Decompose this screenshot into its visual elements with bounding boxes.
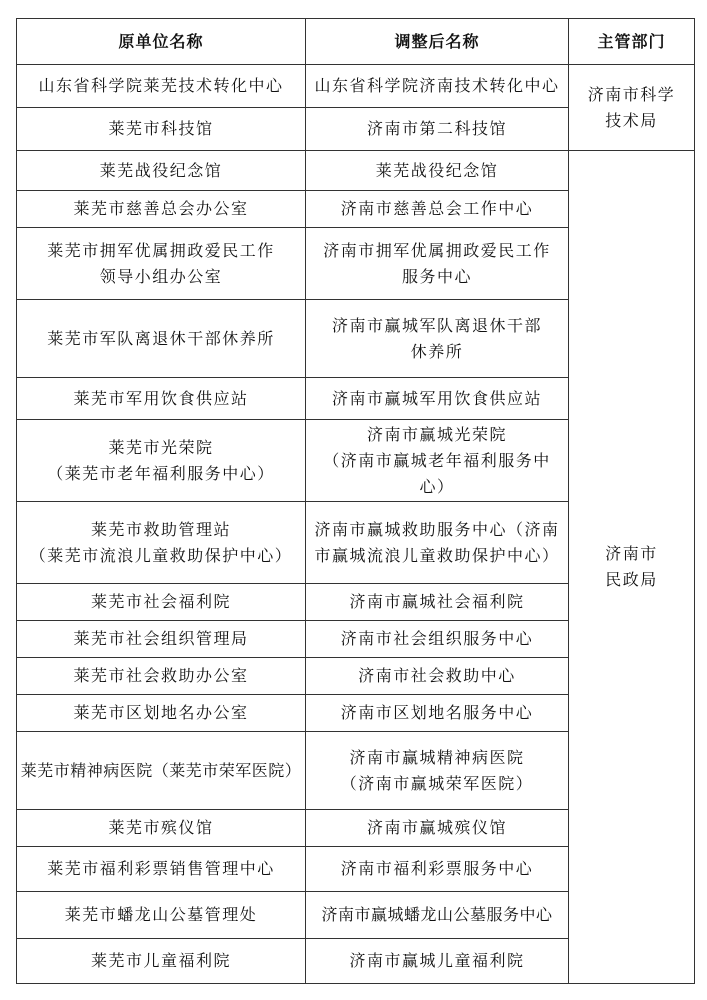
original-name-cell: 莱芜市慈善总会办公室 bbox=[17, 191, 306, 228]
department-cell: 济南市 民政局 bbox=[569, 151, 695, 984]
adjusted-name-cell: 山东省科学院济南技术转化中心 bbox=[306, 65, 569, 108]
adjusted-name-cell: 济南市赢城蟠龙山公墓服务中心 bbox=[306, 892, 569, 939]
header-department: 主管部门 bbox=[569, 19, 695, 65]
table-header-row bbox=[17, 19, 695, 65]
original-name-cell: 莱芜市殡仪馆 bbox=[17, 810, 306, 847]
original-name-cell: 莱芜市救助管理站 （莱芜市流浪儿童救助保护中心） bbox=[17, 502, 306, 584]
adjusted-name-cell: 济南市赢城救助服务中心（济南 市赢城流浪儿童救助保护中心） bbox=[306, 502, 569, 584]
adjusted-name-cell: 济南市福利彩票服务中心 bbox=[306, 847, 569, 892]
adjusted-name-cell: 济南市赢城儿童福利院 bbox=[306, 939, 569, 984]
unit-rename-table bbox=[16, 18, 695, 984]
original-name-cell: 莱芜市区划地名办公室 bbox=[17, 695, 306, 732]
adjusted-name-cell: 济南市拥军优属拥政爱民工作 服务中心 bbox=[306, 228, 569, 300]
adjusted-name-cell: 济南市社会救助中心 bbox=[306, 658, 569, 695]
original-name-cell: 莱芜市精神病医院（莱芜市荣军医院） bbox=[17, 732, 306, 810]
table-row bbox=[17, 65, 695, 108]
original-name-cell: 莱芜市光荣院 （莱芜市老年福利服务中心） bbox=[17, 420, 306, 502]
adjusted-name-cell: 济南市赢城光荣院 （济南市赢城老年福利服务中心） bbox=[306, 420, 569, 502]
department-cell: 济南市科学 技术局 bbox=[569, 65, 695, 151]
adjusted-name-cell: 莱芜战役纪念馆 bbox=[306, 151, 569, 191]
original-name-cell: 山东省科学院莱芜技术转化中心 bbox=[17, 65, 306, 108]
adjusted-name-cell: 济南市赢城军用饮食供应站 bbox=[306, 378, 569, 420]
original-name-cell: 莱芜市拥军优属拥政爱民工作 领导小组办公室 bbox=[17, 228, 306, 300]
original-name-cell: 莱芜市社会救助办公室 bbox=[17, 658, 306, 695]
adjusted-name-cell: 济南市区划地名服务中心 bbox=[306, 695, 569, 732]
original-name-cell: 莱芜战役纪念馆 bbox=[17, 151, 306, 191]
original-name-cell: 莱芜市军用饮食供应站 bbox=[17, 378, 306, 420]
original-name-cell: 莱芜市社会福利院 bbox=[17, 584, 306, 621]
header-original-name: 原单位名称 bbox=[17, 19, 306, 65]
adjusted-name-cell: 济南市第二科技馆 bbox=[306, 108, 569, 151]
adjusted-name-cell: 济南市社会组织服务中心 bbox=[306, 621, 569, 658]
original-name-cell: 莱芜市社会组织管理局 bbox=[17, 621, 306, 658]
adjusted-name-cell: 济南市赢城殡仪馆 bbox=[306, 810, 569, 847]
adjusted-name-cell: 济南市赢城军队离退休干部 休养所 bbox=[306, 300, 569, 378]
original-name-cell: 莱芜市福利彩票销售管理中心 bbox=[17, 847, 306, 892]
original-name-cell: 莱芜市儿童福利院 bbox=[17, 939, 306, 984]
original-name-cell: 莱芜市蟠龙山公墓管理处 bbox=[17, 892, 306, 939]
original-name-cell: 莱芜市科技馆 bbox=[17, 108, 306, 151]
table-row bbox=[17, 151, 695, 191]
original-name-cell: 莱芜市军队离退休干部休养所 bbox=[17, 300, 306, 378]
header-adjusted-name: 调整后名称 bbox=[306, 19, 569, 65]
adjusted-name-cell: 济南市赢城社会福利院 bbox=[306, 584, 569, 621]
adjusted-name-cell: 济南市慈善总会工作中心 bbox=[306, 191, 569, 228]
adjusted-name-cell: 济南市赢城精神病医院 （济南市赢城荣军医院） bbox=[306, 732, 569, 810]
